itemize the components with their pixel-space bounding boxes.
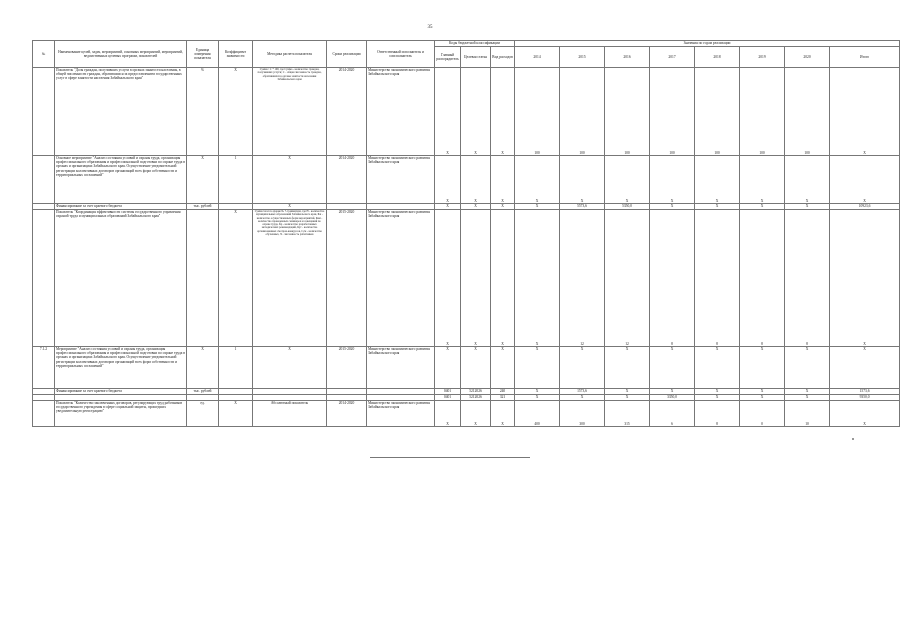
cell-code: Х	[491, 347, 515, 389]
cell-code: Х	[435, 204, 461, 210]
cell-value: Х	[560, 395, 605, 401]
row-name: Финансирование за счет краевого бюджета	[55, 204, 187, 210]
table-row	[33, 156, 900, 204]
col-executor: Ответственный исполнитель и соисполнитель	[367, 41, 435, 68]
cell-value: Х	[740, 347, 785, 389]
col-2014: 2014	[515, 47, 560, 68]
cell-code: 321	[491, 395, 515, 401]
cell-value: Х	[785, 204, 830, 210]
cell-value: 5350,0	[605, 204, 650, 210]
cell-executor: Министерство экономического развития Забайкальского края	[367, 347, 435, 389]
cell-executor: Министерство экономического развития Забайкальского края	[367, 156, 435, 204]
cell-code: Х	[491, 401, 515, 427]
cell-value: 100	[560, 68, 605, 156]
col-code-admin: Главный распорядитель	[435, 47, 461, 68]
col-total: Итого	[830, 47, 900, 68]
cell-value: 8	[785, 210, 830, 347]
cell-value: 100	[515, 68, 560, 156]
cell-term: 2014-2020	[327, 401, 367, 427]
cell-total: Х	[830, 401, 900, 427]
cell-value: Х	[605, 156, 650, 204]
cell-value: Х	[650, 204, 695, 210]
col-codes: Коды бюджетной классификации	[435, 41, 515, 47]
cell-method: Х	[253, 347, 327, 389]
cell-code: Х	[491, 204, 515, 210]
cell-value: Х	[515, 389, 560, 395]
cell-value: 12	[605, 210, 650, 347]
cell-code: Х	[435, 210, 461, 347]
col-values: Значения по годам реализации	[515, 41, 900, 47]
table-row	[33, 210, 900, 347]
row-name: Основное мероприятие "Анализ состояния условий и охраны труда, организация профессионального образования и профессиональной подготовки по охране труда в органах и организациях Забайкальского края. Осуществление уведомительной регистрации коллективных договоров организаций всех форм собственности и территориальных соглашений"	[55, 156, 187, 204]
row-number: 7.1.2	[33, 347, 55, 389]
cell-value: Х	[515, 347, 560, 389]
row-name: Показатель "Координация эффективности системы государственного управления охраной труда и муниципальных образований Забайкальского края"	[55, 210, 187, 347]
cell-unit: Х	[187, 347, 219, 389]
cell-coef: 1	[219, 347, 253, 389]
cell-method: Х	[253, 204, 327, 210]
cell-value: Х	[560, 347, 605, 389]
col-code-type: Вид расходов	[491, 47, 515, 68]
cell-code: Х	[435, 68, 461, 156]
cell-value: 5573,6	[560, 204, 605, 210]
cell-unit: тыс. рублей	[187, 389, 219, 395]
cell-value: Х	[605, 395, 650, 401]
cell-executor: Министерство экономического развития Забайкальского края	[367, 68, 435, 156]
signature-line	[370, 457, 530, 458]
cell-value: Х	[695, 347, 740, 389]
cell-total: 1573,6	[830, 389, 900, 395]
cell-value: Х	[515, 204, 560, 210]
cell-value: Х	[785, 156, 830, 204]
cell-value: 6	[650, 401, 695, 427]
cell-term: 2014-2020	[327, 156, 367, 204]
col-term: Сроки реализации	[327, 41, 367, 68]
cell-term: 2014-2020	[327, 68, 367, 156]
cell-total: Х	[830, 156, 900, 204]
cell-coef: Х	[219, 68, 253, 156]
cell-code: Х	[461, 210, 491, 347]
cell-term: 2015-2020	[327, 210, 367, 347]
cell-value: Х	[650, 347, 695, 389]
cell-unit	[187, 210, 219, 347]
page-number: 35	[427, 25, 433, 30]
cell-value: Х	[515, 156, 560, 204]
col-2019: 2019	[740, 47, 785, 68]
cell-value: Х	[740, 395, 785, 401]
cell-code: Х	[461, 156, 491, 204]
cell-coef: Х	[219, 401, 253, 427]
col-no: №	[33, 41, 55, 68]
col-coef: Коэффициент значимости	[219, 41, 253, 68]
cell-code: 0401	[435, 395, 461, 401]
cell-value: Х	[740, 204, 785, 210]
cell-value: 300	[560, 401, 605, 427]
program-indicators-table	[32, 40, 900, 427]
cell-value: 3350,0	[650, 395, 695, 401]
col-unit: Единица измерения показателя	[187, 41, 219, 68]
cell-value: 100	[650, 68, 695, 156]
page-mark	[852, 438, 854, 440]
cell-value: Х	[695, 204, 740, 210]
cell-code: Х	[435, 401, 461, 427]
cell-unit: Х	[187, 156, 219, 204]
cell-total: Х	[830, 68, 900, 156]
cell-code: Х	[491, 210, 515, 347]
cell-value: Х	[740, 389, 785, 395]
cell-code: Х	[435, 156, 461, 204]
cell-value: Х	[515, 395, 560, 401]
cell-executor: Министерство экономического развития Забайкальского края	[367, 210, 435, 347]
cell-value: 100	[605, 68, 650, 156]
col-method: Методика расчета показателя	[253, 41, 327, 68]
cell-value: Х	[785, 395, 830, 401]
cell-value: Х	[785, 347, 830, 389]
cell-value: 100	[785, 68, 830, 156]
cell-value: Х	[605, 389, 650, 395]
row-name: Мероприятие "Анализ состояния условий и охраны труда, организация профессионального образования и профессиональной подготовки по охране труда в органах и организациях Забайкальского края. Осуществление уведомительной регистрации коллективных договоров организаций всех форм собственности и территориальных соглашений"	[55, 347, 187, 389]
cell-code: Х	[461, 347, 491, 389]
cell-value: 8	[695, 401, 740, 427]
table-row	[33, 401, 900, 427]
row-name: Показатель "Количество заключенных договоров, регулирующих труд работников государственного учреждения в сфере социальной защиты, прошедших уведомительную регистрацию"	[55, 401, 187, 427]
cell-value: 100	[695, 68, 740, 156]
cell-code: 5212026	[461, 389, 491, 395]
cell-value: 100	[740, 68, 785, 156]
cell-value: Х	[695, 395, 740, 401]
cell-value: Х	[515, 210, 560, 347]
cell-executor: Министерство экономического развития Забайкальского края	[367, 401, 435, 427]
table-row	[33, 68, 900, 156]
cell-total: 9350,0	[830, 395, 900, 401]
cell-code: 5212026	[461, 395, 491, 401]
cell-value: Х	[695, 156, 740, 204]
cell-value: Х	[650, 156, 695, 204]
cell-value: 0	[740, 401, 785, 427]
cell-value: Х	[605, 347, 650, 389]
cell-code: Х	[491, 68, 515, 156]
cell-total: Х	[830, 347, 900, 389]
cell-code: Х	[461, 68, 491, 156]
col-code-section: Целевая статья	[461, 47, 491, 68]
cell-coef: 1	[219, 156, 253, 204]
cell-total: Х	[830, 210, 900, 347]
row-name: Финансирование за счет краевого бюджета	[55, 389, 187, 395]
cell-value: 8	[650, 210, 695, 347]
col-2015: 2015	[560, 47, 605, 68]
col-2017: 2017	[650, 47, 695, 68]
col-2018: 2018	[695, 47, 740, 68]
cell-value: 1573,6	[560, 389, 605, 395]
cell-code: Х	[491, 156, 515, 204]
table-row	[33, 347, 900, 389]
cell-value: Х	[560, 156, 605, 204]
cell-unit: %	[187, 68, 219, 156]
cell-code: Х	[435, 347, 461, 389]
cell-value: Х	[695, 389, 740, 395]
cell-value: 315	[605, 401, 650, 427]
cell-value: 12	[560, 210, 605, 347]
cell-term: 2015-2020	[327, 347, 367, 389]
cell-value: 8	[695, 210, 740, 347]
col-2020: 2020	[785, 47, 830, 68]
col-name: Наименование целей, задач, мероприятий, основных мероприятий, мероприятий, ведомственных целевых программ, показателей	[55, 41, 187, 68]
cell-method: Абсолютный показатель	[253, 401, 327, 427]
cell-value: Х	[785, 389, 830, 395]
cell-total: 10923,6	[830, 204, 900, 210]
cell-value: 10	[785, 401, 830, 427]
cell-unit: ед.	[187, 401, 219, 427]
cell-coef: Х	[219, 210, 253, 347]
cell-value: Х	[650, 389, 695, 395]
cell-unit: тыс. рублей	[187, 204, 219, 210]
cell-value: Х	[740, 156, 785, 204]
col-2016: 2016	[605, 47, 650, 68]
cell-method: Х	[253, 156, 327, 204]
cell-code: 240	[491, 389, 515, 395]
cell-code: Х	[461, 401, 491, 427]
cell-method: Сумма балл по форме № 7-травматизм, где Н - количество муниципальных образований Забайкальского края, Бж - количество осуществленных форм мероприятий, Квм - количество проведенных семинаров и совещаний по охране труда, Кр - количество разработанных методических рекомендаций, Кус - количество организованных смотров-конкурсов, Ссм - количество обученных, Ч - численность работников	[253, 210, 327, 347]
cell-value: 400	[515, 401, 560, 427]
cell-code: Х	[461, 204, 491, 210]
cell-method: Сумма / С * 100, где Сумма - количество граждан, получивших услуги; С - общая численность граждан, обратившихся в органы занятости населения Забайкальского края	[253, 68, 327, 156]
row-name: Показатель "Доля граждан, получивших услуги в органах занятости населения, в общей численности граждан, обратившихся за предоставлением государственных услуг в сфере занятости населения Забайкальского края"	[55, 68, 187, 156]
cell-value: 8	[740, 210, 785, 347]
cell-code: 0401	[435, 389, 461, 395]
